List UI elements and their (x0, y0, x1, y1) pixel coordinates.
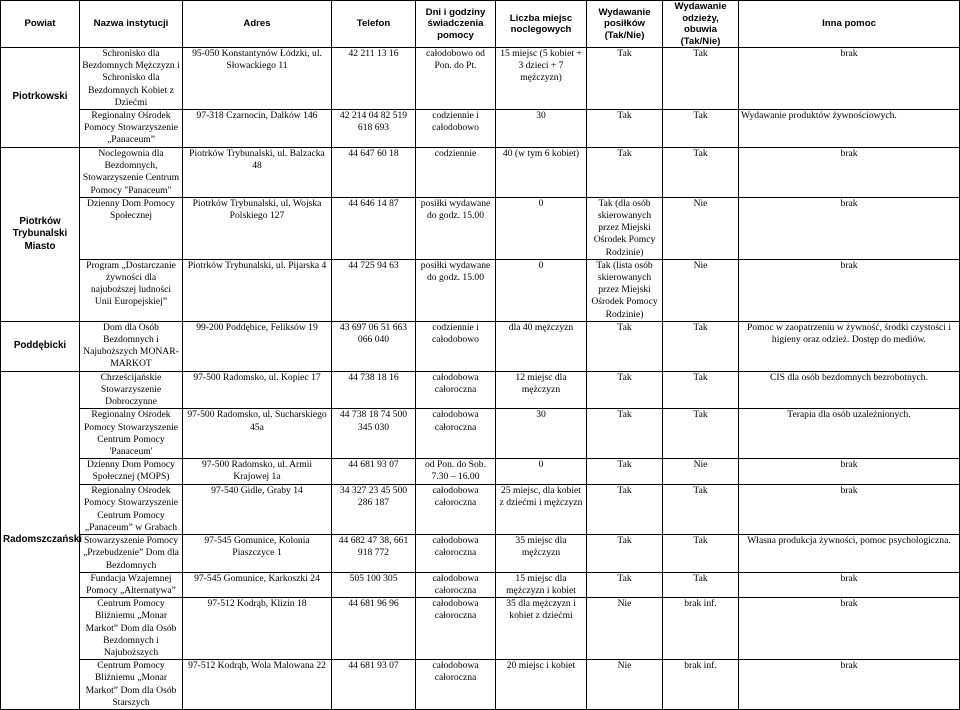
liczba-cell: 30 (496, 409, 587, 459)
inna-cell: brak (739, 660, 960, 710)
inna-cell: Własna produkcja żywności, pomoc psychologiczna. (739, 535, 960, 573)
header-liczba: Liczba miejsc noclegowych (496, 1, 587, 48)
header-dni: Dni i godziny świadczenia pomocy (416, 1, 496, 48)
telefon-cell: 44 738 18 16 (332, 371, 416, 409)
liczba-cell: dla 40 mężczyzn (496, 321, 587, 371)
inna-cell: Terapia dla osób uzależnionych. (739, 409, 960, 459)
inna-cell: Pomoc w zaopatrzeniu w żywność, środki czystości i higieny oraz odzież. Dostęp do mediów. (739, 321, 960, 371)
odziez-cell: Nie (663, 259, 739, 321)
header-inna: Inna pomoc (739, 1, 960, 48)
adres-cell: 97-512 Kodrąb, Klizin 18 (183, 598, 332, 660)
nazwa-cell: Regionalny Ośrodek Pomocy Stowarzyszenie „Panaceum” (80, 110, 183, 148)
inna-cell: brak (739, 259, 960, 321)
adres-cell: 95-050 Konstantynów Łódzki, ul. Słowackiego 11 (183, 48, 332, 110)
liczba-cell: 25 miejsc, dla kobiet z dziećmi i mężczyzn (496, 485, 587, 535)
adres-cell: 97-540 Gidle, Graby 14 (183, 485, 332, 535)
odziez-cell: brak inf. (663, 598, 739, 660)
posilki-cell: Tak (587, 371, 663, 409)
dni-cell: całodobowa całoroczna (416, 660, 496, 710)
inna-cell: brak (739, 48, 960, 110)
nazwa-cell: Chrześcijańskie Stowarzyszenie Dobroczynne (80, 371, 183, 409)
posilki-cell: Tak (lista osób skierowanych przez Miejski Ośrodek Pomocy Rodzinie) (587, 259, 663, 321)
table-row (1, 110, 960, 148)
posilki-cell: Tak (587, 321, 663, 371)
adres-cell: Piotrków Trybunalski, ul. Wojska Polskiego 127 (183, 197, 332, 259)
table-row (1, 660, 960, 710)
nazwa-cell: Fundacja Wzajemnej Pomocy „Alternatywa” (80, 572, 183, 597)
inna-cell: brak (739, 148, 960, 198)
nazwa-cell: Dzienny Dom Pomocy Społecznej (MOPS) (80, 459, 183, 485)
dni-cell: posiłki wydawane do godz. 15.00 (416, 197, 496, 259)
posilki-cell: Tak (587, 148, 663, 198)
table-row (1, 535, 960, 573)
header-adres: Adres (183, 1, 332, 48)
odziez-cell: Nie (663, 459, 739, 485)
table-row (1, 485, 960, 535)
liczba-cell: 35 miejsc dla mężczyzn (496, 535, 587, 573)
adres-cell: 97-545 Gomunice, Kolonia Piaszczyce 1 (183, 535, 332, 573)
odziez-cell: Tak (663, 485, 739, 535)
telefon-cell: 34 327 23 45 500 286 187 (332, 485, 416, 535)
powiat-cell: Radomszczański (1, 371, 80, 709)
inna-cell: brak (739, 598, 960, 660)
nazwa-cell: Program „Dostarczanie żywności dla najuboższej ludności Unii Europejskiej” (80, 259, 183, 321)
dni-cell: codziennie (416, 148, 496, 198)
dni-cell: całodobowa całoroczna (416, 572, 496, 597)
nazwa-cell: Noclegownia dla Bezdomnych, Stowarzyszenie Centrum Pomocy "Panaceum" (80, 148, 183, 198)
header-row (1, 1, 960, 48)
posilki-cell: Tak (587, 110, 663, 148)
odziez-cell: Tak (663, 371, 739, 409)
telefon-cell: 44 646 14 87 (332, 197, 416, 259)
liczba-cell: 12 miejsc dla mężczyzn (496, 371, 587, 409)
table-row (1, 259, 960, 321)
table-row (1, 459, 960, 485)
liczba-cell: 35 dla mężczyzn i kobiet z dziećmi (496, 598, 587, 660)
telefon-cell: 43 697 06 51 663 066 040 (332, 321, 416, 371)
telefon-cell: 42 214 04 82 519 618 693 (332, 110, 416, 148)
nazwa-cell: Stowarzyszenie Pomocy „Przebudzenie” Dom dla Bezdomnych (80, 535, 183, 573)
nazwa-cell: Centrum Pomocy Bliźniemu „Monar Markot” Dom dla Osób Starszych (80, 660, 183, 710)
inna-cell: Wydawanie produktów żywnościowych. (739, 110, 960, 148)
odziez-cell: Tak (663, 148, 739, 198)
adres-cell: Piotrków Trybunalski, ul. Balzacka 48 (183, 148, 332, 198)
dni-cell: codziennie i całodobowo (416, 321, 496, 371)
odziez-cell: Tak (663, 409, 739, 459)
odziez-cell: Tak (663, 572, 739, 597)
adres-cell: 99-200 Poddębice, Feliksów 19 (183, 321, 332, 371)
table-row (1, 321, 960, 371)
inna-cell: brak (739, 459, 960, 485)
adres-cell: 97-512 Kodrąb, Wola Malowana 22 (183, 660, 332, 710)
odziez-cell: brak inf. (663, 660, 739, 710)
nazwa-cell: Dom dla Osób Bezdomnych i Najuboższych MONAR-MARKOT (80, 321, 183, 371)
adres-cell: 97-545 Gomunice, Karkoszki 24 (183, 572, 332, 597)
adres-cell: Piotrków Trybunalski, ul. Pijarska 4 (183, 259, 332, 321)
posilki-cell: Tak (587, 535, 663, 573)
table-row (1, 598, 960, 660)
telefon-cell: 44 738 18 74 500 345 030 (332, 409, 416, 459)
nazwa-cell: Dzienny Dom Pomocy Społecznej (80, 197, 183, 259)
odziez-cell: Tak (663, 321, 739, 371)
posilki-cell: Tak (dla osób skierowanych przez Miejski Ośrodek Pomcy Rodzinie) (587, 197, 663, 259)
powiat-cell: Piotrków Trybunalski Miasto (1, 148, 80, 322)
header-nazwa: Nazwa instytucji (80, 1, 183, 48)
liczba-cell: 30 (496, 110, 587, 148)
liczba-cell: 0 (496, 197, 587, 259)
posilki-cell: Tak (587, 572, 663, 597)
dni-cell: od Pon. do Sob. 7.30 – 16.00 (416, 459, 496, 485)
adres-cell: 97-318 Czarnocin, Dalków 146 (183, 110, 332, 148)
odziez-cell: Tak (663, 48, 739, 110)
adres-cell: 97-500 Radomsko, ul. Kopiec 17 (183, 371, 332, 409)
liczba-cell: 15 miejsc dla mężczyzn i kobiet (496, 572, 587, 597)
adres-cell: 97-500 Radomsko, ul. Sucharskiego 45a (183, 409, 332, 459)
table-row (1, 148, 960, 198)
dni-cell: całodobowa całoroczna (416, 409, 496, 459)
header-odziezy: Wydawanie odzieży, obuwia (Tak/Nie) (663, 1, 739, 48)
telefon-cell: 44 681 93 07 (332, 660, 416, 710)
liczba-cell: 0 (496, 259, 587, 321)
posilki-cell: Nie (587, 598, 663, 660)
powiat-cell: Piotrkowski (1, 48, 80, 148)
telefon-cell: 44 725 94 63 (332, 259, 416, 321)
nazwa-cell: Schronisko dla Bezdomnych Mężczyzn i Schronisko dla Bezdomnych Kobiet z Dziećmi (80, 48, 183, 110)
inna-cell: brak (739, 572, 960, 597)
odziez-cell: Tak (663, 535, 739, 573)
dni-cell: całodobowo od Pon. do Pt. (416, 48, 496, 110)
nazwa-cell: Regionalny Ośrodek Pomocy Stowarzyszenie Centrum Pomocy 'Panaceum' (80, 409, 183, 459)
table-row (1, 197, 960, 259)
header-powiat: Powiat (1, 1, 80, 48)
telefon-cell: 44 682 47 38, 661 918 772 (332, 535, 416, 573)
telefon-cell: 44 681 96 96 (332, 598, 416, 660)
odziez-cell: Tak (663, 110, 739, 148)
table-row (1, 48, 960, 110)
posilki-cell: Tak (587, 409, 663, 459)
odziez-cell: Nie (663, 197, 739, 259)
posilki-cell: Nie (587, 660, 663, 710)
posilki-cell: Tak (587, 459, 663, 485)
header-telefon: Telefon (332, 1, 416, 48)
inna-cell: CIS dla osób bezdomnych bezrobotnych. (739, 371, 960, 409)
dni-cell: całodobowa całoroczna (416, 371, 496, 409)
liczba-cell: 0 (496, 459, 587, 485)
telefon-cell: 505 100 305 (332, 572, 416, 597)
telefon-cell: 44 647 60 18 (332, 148, 416, 198)
nazwa-cell: Regionalny Ośrodek Pomocy Stowarzyszenie Centrum Pomocy „Panaceum” w Grabach (80, 485, 183, 535)
posilki-cell: Tak (587, 485, 663, 535)
dni-cell: posiłki wydawane do godz. 15.00 (416, 259, 496, 321)
posilki-cell: Tak (587, 48, 663, 110)
powiat-cell: Poddębicki (1, 321, 80, 371)
liczba-cell: 15 miejsc (5 kobiet + 3 dzieci + 7 mężczyzn) (496, 48, 587, 110)
telefon-cell: 42 211 13 16 (332, 48, 416, 110)
dni-cell: całodobowa całoroczna (416, 598, 496, 660)
dni-cell: całodobowa całoroczna (416, 485, 496, 535)
dni-cell: całodobowa całoroczna (416, 535, 496, 573)
liczba-cell: 40 (w tym 6 kobiet) (496, 148, 587, 198)
table-row (1, 572, 960, 597)
liczba-cell: 20 miejsc i kobiet (496, 660, 587, 710)
dni-cell: codziennie i całodobowo (416, 110, 496, 148)
adres-cell: 97-500 Radomsko, ul. Armii Krajowej 1a (183, 459, 332, 485)
table-row (1, 371, 960, 409)
nazwa-cell: Centrum Pomocy Bliźniemu „Monar Markot” Dom dla Osób Bezdomnych i Najuboższych (80, 598, 183, 660)
inna-cell: brak (739, 485, 960, 535)
telefon-cell: 44 681 93 07 (332, 459, 416, 485)
header-posilkow: Wydawanie posiłków (Tak/Nie) (587, 1, 663, 48)
table-row (1, 409, 960, 459)
inna-cell: brak (739, 197, 960, 259)
